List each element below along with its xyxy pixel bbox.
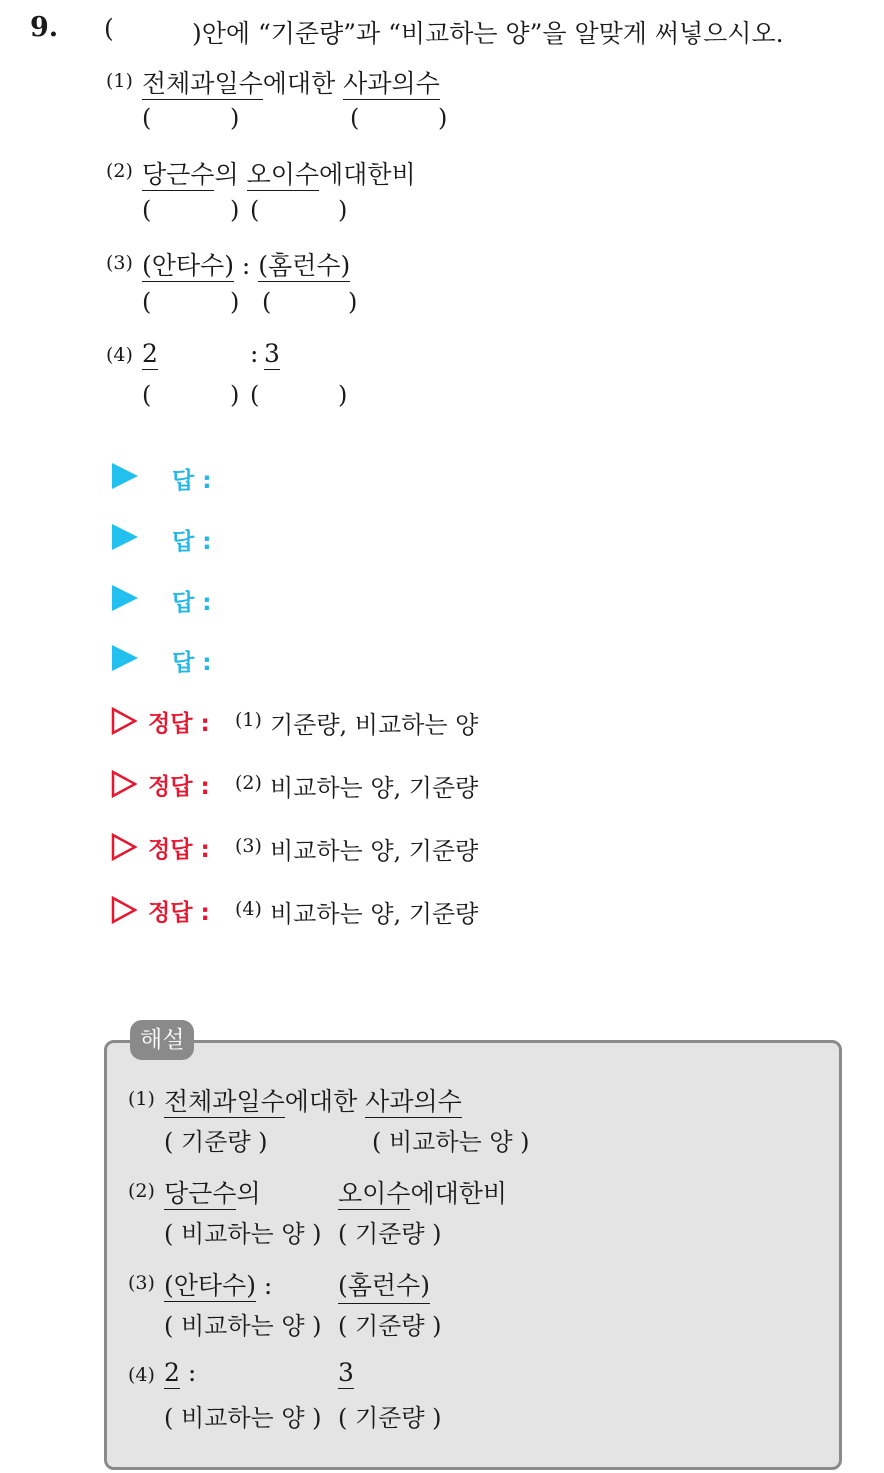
correct-answer-4-num: (4) xyxy=(235,898,262,920)
instruction-open-paren: ( xyxy=(104,14,114,43)
answer-arrow-icon xyxy=(112,585,138,611)
explanation-1-right-fill: ( 비교하는 양 ) xyxy=(372,1128,530,1156)
answer-arrow-icon xyxy=(112,524,138,550)
explanation-4-connector: : xyxy=(179,1358,197,1387)
correct-answer-3-num: (3) xyxy=(235,835,262,857)
correct-answer-4-text: 비교하는 양, 기준량 xyxy=(270,900,479,928)
explanation-2-right-part xyxy=(338,1174,507,1210)
item-2-connector: 의 xyxy=(214,160,247,189)
correct-answer-triangle-icon xyxy=(111,707,137,735)
instruction-text: )안에 “기준량”과 “비교하는 양”을 알맞게 써넣으시오. xyxy=(192,19,784,48)
answer-arrow-icon xyxy=(112,463,138,489)
item-3-label: (3) xyxy=(106,252,133,274)
item-1-right-term: 사과의수 xyxy=(343,69,440,98)
explanation-1-connector: 에대한 xyxy=(284,1087,366,1116)
explanation-3-right-fill: ( 기준량 ) xyxy=(338,1312,442,1340)
item-2-tail: 에대한비 xyxy=(319,160,416,189)
item-4-label: (4) xyxy=(106,344,133,366)
correct-answer-triangle-icon xyxy=(111,896,137,924)
explanation-2-connector: 의 xyxy=(236,1179,261,1208)
explanation-1-label: (1) xyxy=(128,1088,155,1110)
explanation-4-right-term: 3 xyxy=(338,1358,354,1387)
explanation-2-left-term: 당근수 xyxy=(164,1179,237,1208)
item-4-blank-left-open: ( xyxy=(142,381,152,409)
correct-answer-3-text: 비교하는 양, 기준량 xyxy=(270,837,479,865)
explanation-tag: 해설 xyxy=(130,1020,194,1060)
item-1-left-term: 전체과일수 xyxy=(142,69,263,98)
explanation-2-left-fill: ( 비교하는 양 ) xyxy=(164,1220,322,1248)
item-3-blank-right-close: ) xyxy=(348,288,358,316)
item-3-connector: : xyxy=(233,251,259,280)
explanation-2-right-term: 오이수 xyxy=(338,1179,411,1208)
item-3-blank-left-close: ) xyxy=(230,288,240,316)
correct-answer-label-3: 정답 : xyxy=(148,837,210,863)
explanation-3-connector: : xyxy=(255,1271,273,1300)
item-2-blank-right-close: ) xyxy=(338,196,348,224)
item-2-expression xyxy=(142,155,416,191)
item-3-expression xyxy=(142,246,350,282)
answer-label-4: 답 : xyxy=(172,650,212,676)
explanation-2-left-part xyxy=(164,1174,261,1210)
item-1-blank-right-close: ) xyxy=(438,104,448,132)
explanation-3-label: (3) xyxy=(128,1272,155,1294)
explanation-4-label: (4) xyxy=(128,1364,155,1386)
explanation-3-left-part xyxy=(164,1266,272,1302)
correct-answer-2-text: 비교하는 양, 기준량 xyxy=(270,774,479,802)
correct-answer-triangle-icon xyxy=(111,833,137,861)
answer-label-2: 답 : xyxy=(172,529,212,555)
item-3-blank-left-open: ( xyxy=(142,288,152,316)
explanation-2-label: (2) xyxy=(128,1180,155,1202)
answer-arrow-icon xyxy=(112,645,138,671)
explanation-3-right-term: (홈런수) xyxy=(338,1266,430,1304)
correct-answer-2-num: (2) xyxy=(235,772,262,794)
item-2-right-term: 오이수 xyxy=(246,160,320,189)
item-3-right-term: (홈런수) xyxy=(258,251,351,280)
correct-answer-triangle-icon xyxy=(111,770,137,798)
correct-answer-label-1: 정답 : xyxy=(148,711,210,737)
explanation-3-left-term: (안타수) xyxy=(164,1271,256,1300)
item-1-expression xyxy=(142,64,440,100)
item-4-right-term: 3 xyxy=(264,339,280,368)
correct-answer-1-num: (1) xyxy=(235,709,262,731)
item-2-blank-left-open: ( xyxy=(142,196,152,224)
answer-label-3: 답 : xyxy=(172,590,212,616)
explanation-1-expression xyxy=(164,1082,462,1118)
item-1-blank-left-open: ( xyxy=(142,104,152,132)
item-3-blank-right-open: ( xyxy=(262,288,272,316)
item-4-left-term: 2 xyxy=(142,339,158,368)
explanation-1-right-term: 사과의수 xyxy=(365,1087,462,1116)
item-3-left-term: (안타수) xyxy=(142,251,234,280)
item-4-colon: : xyxy=(250,339,259,368)
item-1-blank-right-open: ( xyxy=(350,104,360,132)
item-1-connector: 에대한 xyxy=(262,69,344,98)
correct-answer-1-text: 기준량, 비교하는 양 xyxy=(270,711,479,739)
item-4-blank-left-close: ) xyxy=(230,381,240,409)
item-4-blank-right-close: ) xyxy=(338,381,348,409)
item-1-label: (1) xyxy=(106,70,133,92)
answer-label-1: 답 : xyxy=(172,468,212,494)
explanation-4-left-part xyxy=(164,1358,196,1387)
explanation-3-left-fill: ( 비교하는 양 ) xyxy=(164,1312,322,1340)
item-2-label: (2) xyxy=(106,160,133,182)
item-2-left-term: 당근수 xyxy=(142,160,215,189)
correct-answer-label-2: 정답 : xyxy=(148,774,210,800)
item-1-blank-left-close: ) xyxy=(230,104,240,132)
item-4-blank-right-open: ( xyxy=(250,381,260,409)
explanation-2-right-fill: ( 기준량 ) xyxy=(338,1220,442,1248)
explanation-4-right-fill: ( 기준량 ) xyxy=(338,1404,442,1432)
item-2-blank-left-close: ) xyxy=(230,196,240,224)
explanation-4-left-fill: ( 비교하는 양 ) xyxy=(164,1404,322,1432)
explanation-2-tail: 에대한비 xyxy=(410,1179,508,1208)
correct-answer-label-4: 정답 : xyxy=(148,900,210,926)
question-number: 9. xyxy=(30,12,59,43)
item-2-blank-right-open: ( xyxy=(250,196,260,224)
explanation-1-left-fill: ( 기준량 ) xyxy=(164,1128,268,1156)
explanation-1-left-term: 전체과일수 xyxy=(164,1087,285,1116)
explanation-4-left-term: 2 xyxy=(164,1358,180,1387)
